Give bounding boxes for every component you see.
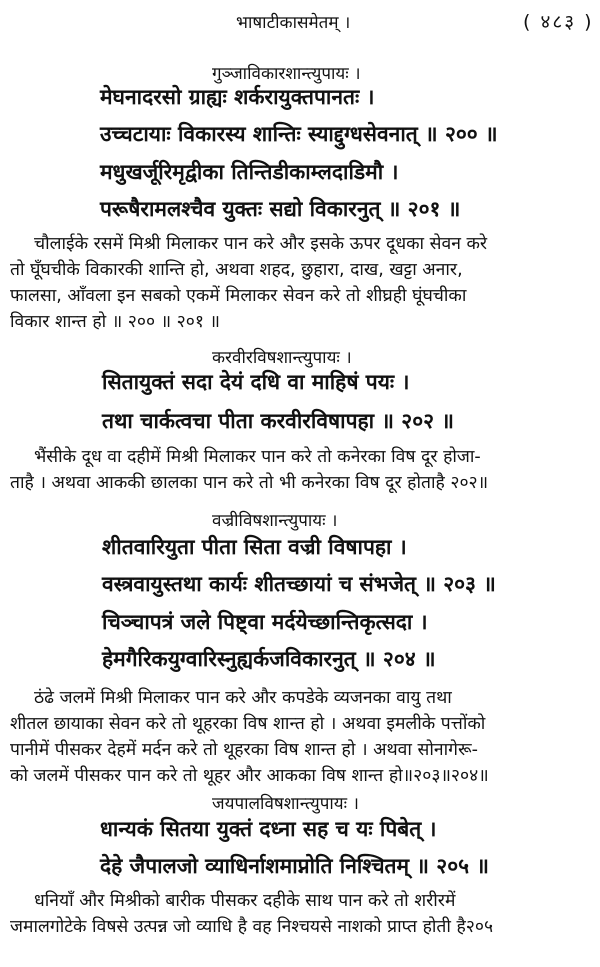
verse-line: मेघनादरसो ग्राह्यः शर्करायुक्तपानतः । — [100, 85, 375, 109]
commentary-line: भैंसीके दूध वा दहीमें मिश्री मिलाकर पान करे तो कनेरका विष दूर होजा- — [34, 447, 481, 467]
commentary-line: ठंढे जलमें मिश्री मिलाकर पान करे और कपडेके व्यजनका वायु तथा — [34, 688, 452, 708]
commentary — [10, 444, 590, 496]
page-number: ( ४८३ ) — [523, 11, 594, 33]
commentary-line: धनियाँ और मिश्रीको बारीक पीसकर दहीके साथ पान करे तो शरीरमें — [34, 891, 456, 911]
section-heading: गुञ्जाविकारशान्त्युपायः । — [212, 64, 361, 84]
verse-line: मधुखर्जूरिमृद्वीका तिन्तिडीकाम्लदाडिमौ । — [100, 160, 399, 184]
page-header — [0, 6, 600, 36]
verse-line: वस्त्रवायुस्तथा कार्यः शीतच्छायां च संभजेत् ॥ २०३ ॥ — [102, 572, 496, 596]
verse-line: धान्यकं सितया युक्तं दध्ना सह च यः पिबेत् । — [100, 817, 437, 841]
section-heading: जयपालविषशान्त्युपायः । — [212, 794, 359, 814]
commentary-line: पानीमें पीसकर देहमें मर्दन करे तो थूहरका विष शान्त हो । अथवा सोनागेरू- — [10, 740, 478, 760]
commentary-line: को जलमें पीसकर पान करे तो थूहर और आकका विष शान्त हो॥२०३॥२०४॥ — [10, 766, 489, 786]
commentary-line: विकार शान्त हो ॥ २०० ॥ २०१ ॥ — [10, 312, 221, 332]
verse-line: तथा चार्कत्वचा पीता करवीरविषापहा ॥ २०२ ॥ — [102, 409, 454, 433]
verse-line: सितायुक्तं सदा देयं दधि वा माहिषं पयः । — [102, 370, 410, 394]
commentary — [10, 231, 590, 335]
commentary-line: शीतल छायाका सेवन करे तो थूहरका विष शान्त हो । अथवा इमलीके पत्तोंको — [10, 714, 486, 734]
section-heading: वज्रीविषशान्त्युपायः । — [212, 511, 338, 531]
verse-line: चिञ्चापत्रं जले पिष्ट्वा मर्दयेच्छान्तिकृत्सदा । — [102, 610, 428, 634]
commentary-line: फालसा, आँवला इन सबको एकमें मिलाकर सेवन करे तो शीघ्रही घूंघचीका — [10, 286, 467, 306]
commentary-line: चौलाईके रसमें मिश्री मिलाकर पान करे और इसके ऊपर दूधका सेवन करे — [34, 234, 488, 254]
verse-line: शीतवारियुता पीता सिता वज्री विषापहा । — [102, 535, 407, 559]
commentary-line: ताहै । अथवा आककी छालका पान करे तो भी कनेरका विष दूर होताहै २०२॥ — [10, 473, 489, 493]
section-heading: करवीरविषशान्त्युपायः । — [212, 348, 352, 368]
commentary — [10, 888, 590, 940]
verse-line: परूषैरामलश्चैव युक्तः सद्यो विकारनुत् ॥ २०१ ॥ — [100, 197, 461, 221]
commentary-line: जमालगोटेके विषसे उत्पन्न जो व्याधि है वह निश्चयसे नाशको प्राप्त होती है२०५ — [10, 917, 494, 937]
running-title: भाषाटीकासमेतम् । — [236, 13, 351, 33]
verse-line: उच्चटायाः विकारस्य शान्तिः स्याद्दुग्धसेवनात् ॥ २०० ॥ — [100, 122, 498, 146]
commentary — [10, 685, 590, 789]
verse-line: हेमगैरिकयुग्वारिस्नुह्यर्कजविकारनुत् ॥ २०४ ॥ — [102, 647, 436, 671]
commentary-line: तो घूँघचीके विकारकी शान्ति हो, अथवा शहद, छुहारा, दाख, खट्टा अनार, — [10, 260, 463, 280]
verse-line: देहे जैपालजो व्याधिर्नाशमाप्नोति निश्चितम् ॥ २०५ ॥ — [100, 854, 489, 878]
